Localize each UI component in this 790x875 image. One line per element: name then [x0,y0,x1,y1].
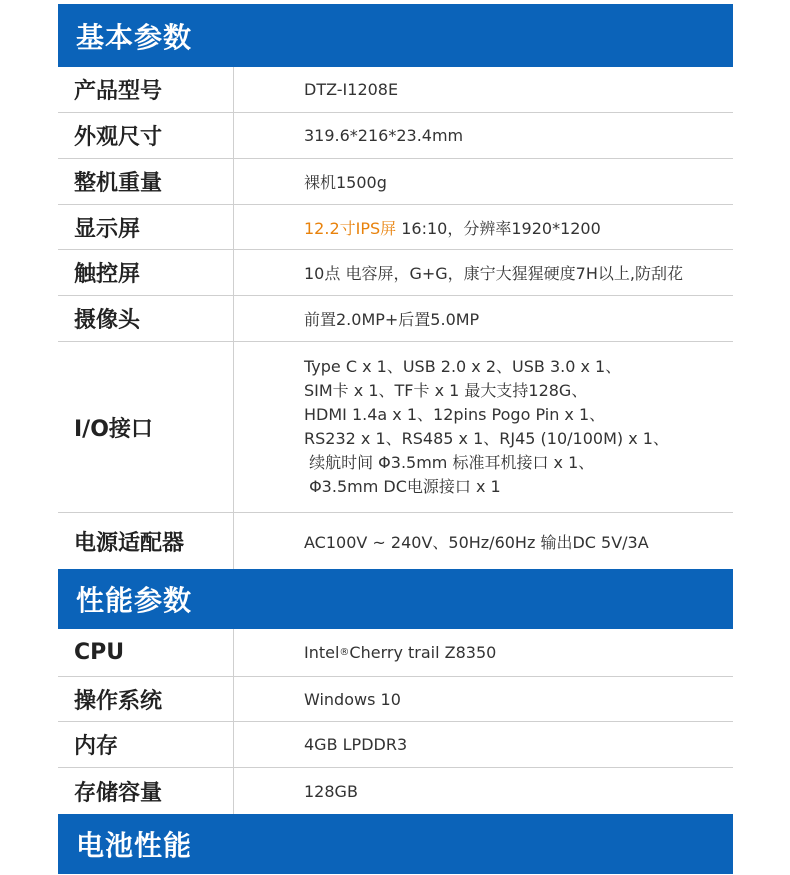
spec-row-memory [58,722,733,768]
section-header-performance [58,569,733,629]
spec-value: DTZ-I1208E [304,80,399,99]
io-line: 续航时间 Φ3.5mm 标准耳机接口 x 1、 [304,453,595,472]
spec-row-cpu [58,629,733,677]
spec-value: 前置2.0MP+后置5.0MP [304,310,480,329]
cpu-brand: Intel [304,643,340,662]
spec-row-adapter [58,513,733,569]
spec-row-display [58,205,733,250]
spec-row-weight [58,159,733,205]
io-line: HDMI 1.4a x 1、12pins Pogo Pin x 1、 [304,405,606,424]
display-detail: 16:10，分辨率1920*1200 [396,218,601,238]
spec-value [234,342,733,512]
registered-mark: ® [339,647,350,658]
section-header-basic [58,4,733,67]
spec-value: 128GB [304,781,358,801]
spec-label: 整机重量 [58,159,234,204]
spec-label: 操作系统 [58,677,234,721]
io-line: SIM卡 x 1、TF卡 x 1 最大支持128G、 [304,381,588,400]
spec-label: 外观尺寸 [58,113,234,158]
spec-row-model [58,67,733,113]
spec-label: CPU [58,629,234,676]
spec-row-os [58,677,733,722]
io-line: RS232 x 1、RS485 x 1、RJ45 (10/100M) x 1、 [304,429,669,448]
spec-row-camera [58,296,733,342]
spec-value [234,205,733,249]
spec-value: 10点 电容屏，G+G，康宁大猩猩硬度7H以上,防刮花 [304,264,683,283]
spec-label: 摄像头 [58,296,234,341]
spec-value: 319.6*216*23.4mm [304,126,464,145]
io-line: Φ3.5mm DC电源接口 x 1 [304,477,501,496]
spec-value: 裸机1500g [304,173,387,192]
spec-row-storage [58,768,733,814]
io-line: Type C x 1、USB 2.0 x 2、USB 3.0 x 1、 [304,357,622,376]
spec-label: 产品型号 [58,67,234,112]
spec-label: 电源适配器 [58,513,234,569]
spec-label: I/O接口 [58,342,234,512]
spec-value: AC100V ~ 240V、50Hz/60Hz 输出DC 5V/3A [304,532,649,552]
section-title: 性能参数 [76,584,193,617]
spec-label: 内存 [58,722,234,767]
spec-label: 存储容量 [58,768,234,814]
spec-row-dimensions [58,113,733,159]
spec-sheet [58,0,733,874]
section-title: 电池性能 [76,829,193,862]
section-title: 基本参数 [76,20,193,54]
spec-value: 4GB LPDDR3 [304,735,408,754]
display-highlight: 12.2寸IPS屏 [304,218,397,238]
spec-row-io [58,342,733,513]
section-header-battery [58,814,733,874]
cpu-model: Cherry trail Z8350 [349,643,497,662]
spec-value [234,629,733,676]
spec-row-touch [58,250,733,296]
spec-value: Windows 10 [304,689,401,709]
spec-label: 触控屏 [58,250,234,295]
spec-label: 显示屏 [58,205,234,249]
